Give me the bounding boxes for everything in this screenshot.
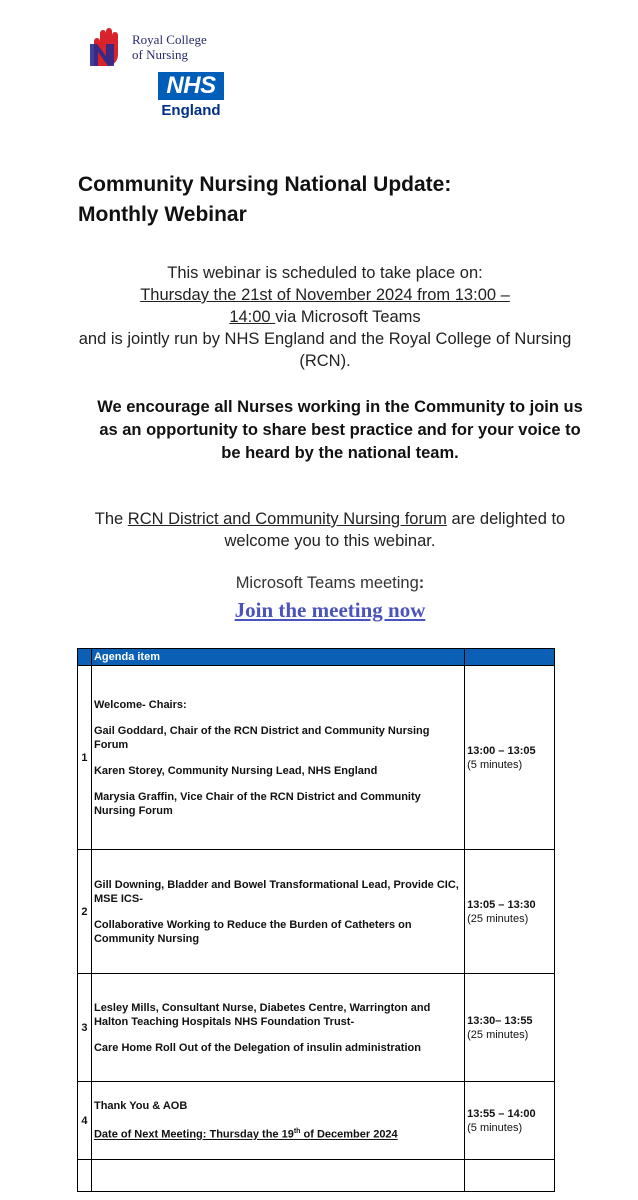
next-meeting-suffix: of December 2024	[300, 1128, 398, 1141]
forum-paragraph	[80, 508, 580, 552]
agenda-header-num	[78, 649, 92, 666]
forum-prefix: The	[94, 510, 128, 528]
teams-meeting-label	[130, 574, 530, 593]
agenda-row	[78, 1082, 555, 1160]
agenda-row-time	[465, 850, 555, 974]
agenda-row-content	[91, 974, 464, 1082]
agenda-row-number: 1	[78, 666, 92, 850]
agenda-table	[77, 648, 555, 1192]
agenda-time-range: 13:05 – 13:30	[467, 898, 536, 911]
teams-label-colon: :	[418, 574, 425, 592]
agenda-row	[78, 666, 555, 850]
agenda-time-range: 13:55 – 14:00	[467, 1107, 536, 1120]
forum-suffix: are delighted to welcome you to this webinar.	[224, 510, 566, 550]
agenda-row	[78, 974, 555, 1082]
rcn-hand-icon	[84, 24, 128, 68]
agenda-duration: (25 minutes)	[467, 1028, 529, 1041]
agenda-header-row	[78, 649, 555, 666]
next-meeting-sup: th	[293, 1128, 301, 1136]
agenda-row-number: 4	[78, 1082, 92, 1160]
agenda-topic: Collaborative Working to Reduce the Burden of Catheters on Community Nursing	[93, 918, 412, 945]
schedule-via: via Microsoft Teams	[275, 308, 421, 326]
schedule-date-part2: 14:00	[229, 308, 276, 326]
agenda-row-time	[465, 666, 555, 850]
nhs-england-logo	[158, 72, 228, 119]
rcn-name-line1: Royal College	[132, 32, 207, 47]
agenda-heading: Welcome- Chairs:	[93, 698, 187, 711]
agenda-row-content	[91, 666, 464, 850]
agenda-time-range: 13:00 – 13:05	[467, 744, 536, 757]
encourage-paragraph: We encourage all Nurses working in the Community to join us as an opportunity to share best practice and for your voice to be heard by the national team.	[97, 398, 583, 462]
agenda-header-time	[465, 649, 555, 666]
schedule-date-line2	[60, 306, 590, 328]
agenda-speaker: Gail Goddard, Chair of the RCN District and Community Nursing Forum	[93, 724, 430, 751]
join-meeting-link[interactable]: Join the meeting now	[234, 598, 426, 622]
rcn-logo	[84, 24, 224, 68]
agenda-time-range: 13:30– 13:55	[467, 1014, 533, 1027]
schedule-intro: This webinar is scheduled to take place on:	[167, 264, 483, 282]
page-title	[78, 170, 598, 230]
teams-label-text: Microsoft Teams meeting	[235, 574, 419, 592]
agenda-speaker: Gill Downing, Bladder and Bowel Transformational Lead, Provide CIC, MSE ICS-	[93, 878, 459, 905]
title-line2: Monthly Webinar	[78, 203, 247, 226]
agenda-row	[78, 850, 555, 974]
rcn-name-line2: of Nursing	[132, 47, 188, 62]
agenda-row-time	[465, 974, 555, 1082]
agenda-speaker: Lesley Mills, Consultant Nurse, Diabetes Centre, Warrington and Halton Teaching Hospitals NHS Foundation Trust-	[93, 1001, 431, 1028]
agenda-closing: Thank You & AOB	[93, 1100, 188, 1113]
schedule-paragraph	[60, 262, 590, 372]
agenda-empty-row	[78, 1160, 555, 1192]
next-meeting-date	[94, 1125, 462, 1142]
nhs-region: England	[161, 102, 221, 119]
agenda-row-number: 2	[78, 850, 92, 974]
agenda-header-item: Agenda item	[91, 649, 464, 666]
agenda-row-number: 3	[78, 974, 92, 1082]
agenda-row-content	[91, 1082, 464, 1160]
agenda-row-time	[465, 1082, 555, 1160]
forum-link[interactable]: RCN District and Community Nursing forum	[127, 510, 447, 528]
schedule-date-part1: Thursday the 21st of November 2024 from 13:00 –	[140, 286, 510, 304]
title-line1: Community Nursing National Update:	[78, 173, 452, 196]
schedule-hosts: and is jointly run by NHS England and the Royal College of Nursing (RCN).	[78, 330, 572, 370]
agenda-duration: (5 minutes)	[467, 758, 523, 771]
agenda-topic: Care Home Roll Out of the Delegation of insulin administration	[93, 1041, 421, 1054]
agenda-duration: (25 minutes)	[467, 912, 529, 925]
next-meeting-prefix: Date of Next Meeting: Thursday the 19	[93, 1128, 294, 1141]
agenda-speaker: Marysia Graffin, Vice Chair of the RCN District and Community Nursing Forum	[93, 790, 421, 817]
agenda-row-content	[91, 850, 464, 974]
schedule-date-line1	[60, 284, 590, 306]
nhs-mark: NHS	[158, 72, 224, 100]
agenda-duration: (5 minutes)	[467, 1121, 523, 1134]
agenda-speaker: Karen Storey, Community Nursing Lead, NHS England	[93, 764, 378, 777]
